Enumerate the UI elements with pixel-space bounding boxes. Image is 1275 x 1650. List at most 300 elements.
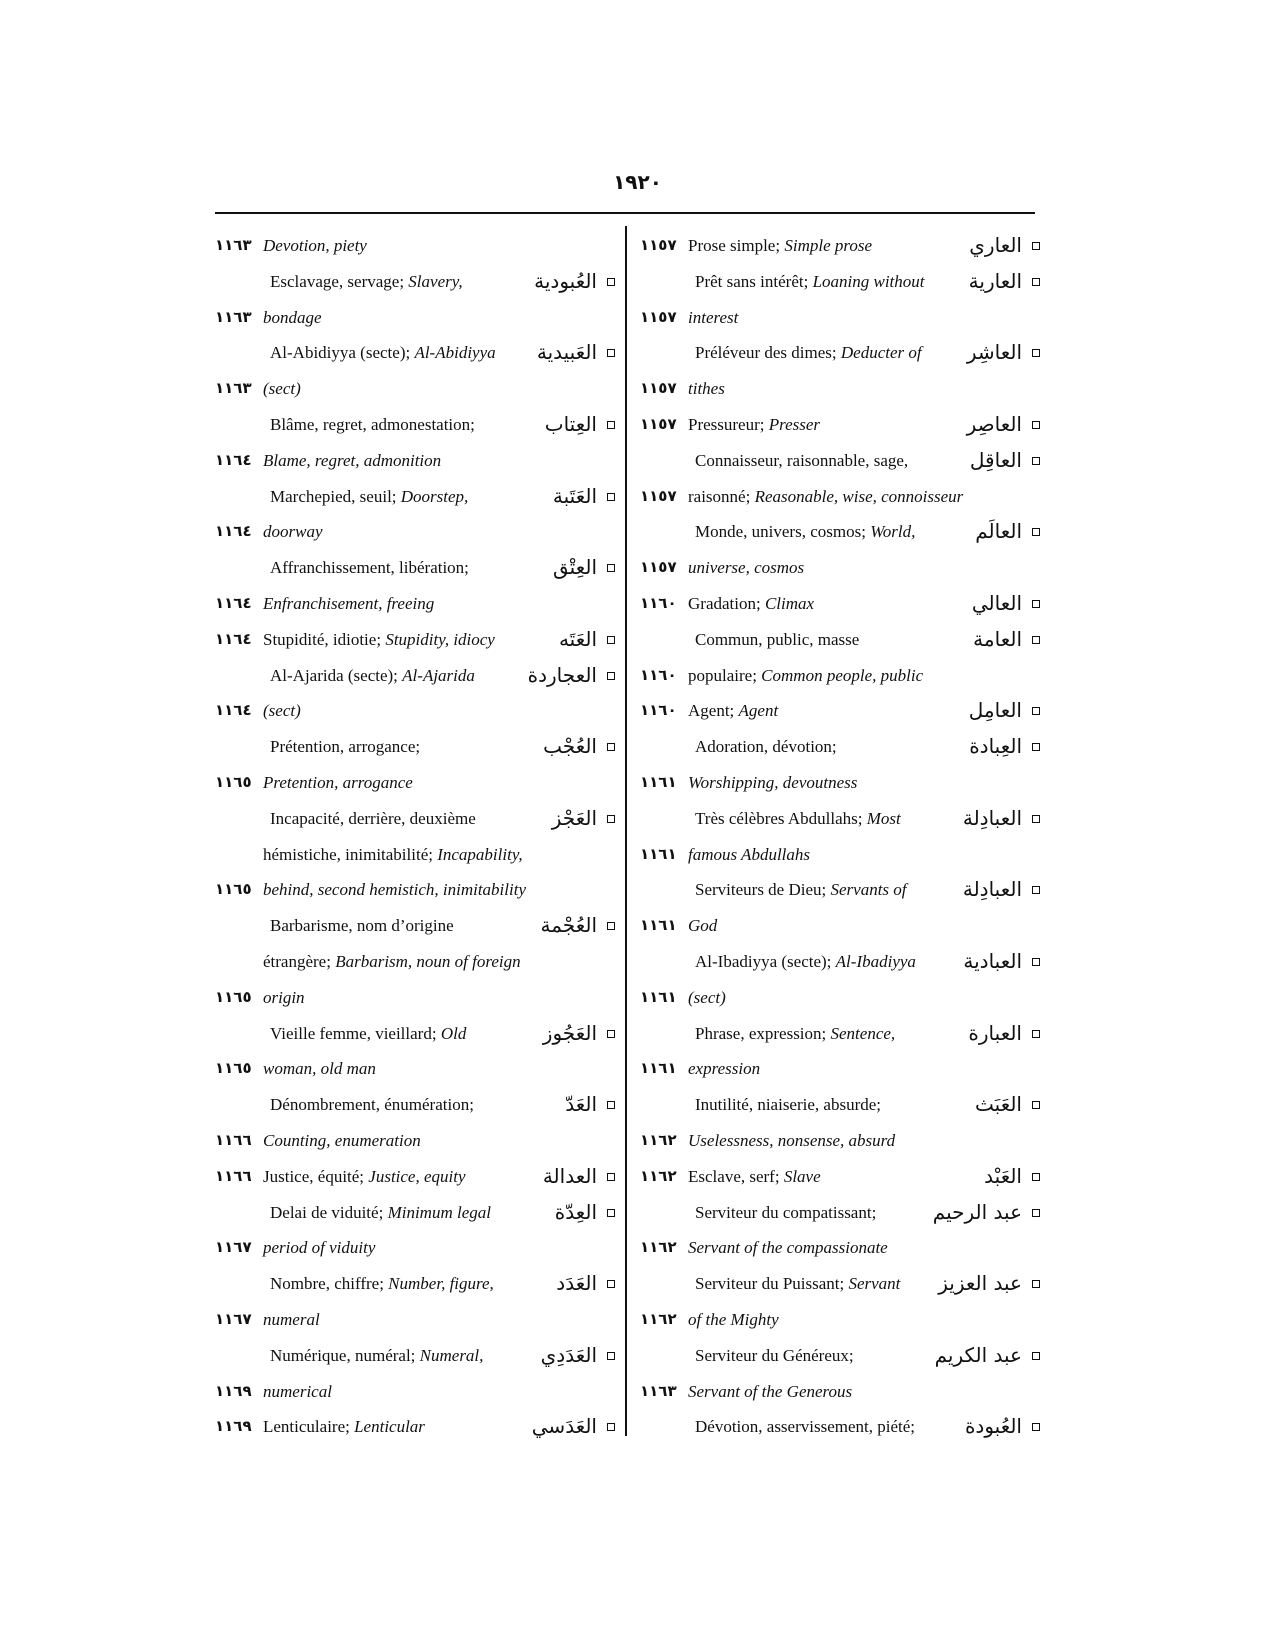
- entry-definition: [263, 1051, 376, 1087]
- entry-definition: [695, 944, 916, 980]
- entry-page-ref: ١١٦٢: [640, 1238, 677, 1257]
- english-definition: Most: [866, 808, 901, 828]
- dictionary-entry: [215, 1338, 615, 1374]
- english-definition: interest: [688, 307, 739, 327]
- arabic-headword: العبادية: [963, 948, 1022, 973]
- entry-continuation: [215, 371, 615, 407]
- entry-continuation: [640, 1051, 1040, 1087]
- entry-definition: [263, 1123, 421, 1159]
- entry-definition: [270, 335, 496, 371]
- entry-continuation: [640, 765, 1040, 801]
- english-definition: Numeral,: [419, 1345, 484, 1365]
- french-definition: Prose simple;: [688, 236, 785, 255]
- french-definition: populaire;: [688, 665, 762, 685]
- french-definition: Inutilité, niaiserie, absurde;: [695, 1095, 881, 1115]
- entry-definition: [263, 765, 413, 801]
- arabic-headword: العدالة: [542, 1163, 597, 1188]
- entry-page-ref: ١١٥٧: [640, 558, 677, 577]
- english-definition: Deducter of: [840, 343, 922, 363]
- dictionary-entry: [640, 622, 1040, 658]
- entry-page-ref: ١١٦٩: [215, 1417, 252, 1436]
- french-definition: Prétention, arrogance;: [270, 737, 421, 757]
- arabic-headword: العِتْق: [552, 555, 597, 580]
- entry-definition: [270, 1266, 494, 1302]
- arabic-headword: العَجْز: [551, 805, 597, 830]
- entry-bullet-icon: [1032, 1101, 1040, 1109]
- entry-definition: [270, 479, 468, 515]
- dictionary-entry: [215, 264, 615, 300]
- entry-continuation: [640, 550, 1040, 586]
- entry-definition: [263, 300, 322, 336]
- entry-definition: [695, 264, 925, 300]
- entry-bullet-icon: [607, 493, 615, 501]
- english-definition: Enfranchisement, freeing: [263, 593, 435, 613]
- french-definition: Incapacité, derrière, deuxième: [270, 808, 476, 828]
- entry-definition: [695, 1016, 895, 1052]
- entry-definition: [270, 1087, 474, 1123]
- arabic-headword: العارية: [968, 268, 1022, 293]
- entry-page-ref: ١١٥٧: [640, 379, 677, 398]
- dictionary-entry: [215, 801, 615, 837]
- entry-definition: [695, 1195, 876, 1231]
- entry-page-ref: ١١٦١: [640, 987, 677, 1006]
- entry-definition: [695, 1087, 881, 1123]
- page-number: ١٩٢٠: [613, 170, 662, 194]
- entry-continuation: [640, 1230, 1040, 1266]
- entry-bullet-icon: [1032, 1280, 1040, 1288]
- english-definition: woman, old man: [263, 1059, 376, 1079]
- entry-continuation: [215, 765, 615, 801]
- english-definition: expression: [688, 1059, 761, 1079]
- english-definition: Lenticular: [354, 1417, 425, 1437]
- french-definition: Blâme, regret, admonestation;: [270, 414, 475, 434]
- dictionary-entry: [640, 1195, 1040, 1231]
- entry-page-ref: ١١٦٤: [215, 522, 252, 541]
- french-definition: hémistiche, inimitabilité;: [263, 844, 438, 864]
- entry-page-ref: ١١٦٥: [215, 987, 252, 1006]
- entry-bullet-icon: [1032, 743, 1040, 751]
- entry-page-ref: ١١٦٣: [640, 1381, 677, 1400]
- french-definition: Esclave, serf;: [688, 1166, 784, 1186]
- french-definition: Prêt sans intérêt;: [695, 271, 813, 291]
- entry-definition: [688, 1302, 779, 1338]
- entry-continuation: [215, 228, 615, 264]
- dictionary-entry: [640, 729, 1040, 765]
- english-definition: Sentence,: [830, 1023, 896, 1043]
- entry-definition: [688, 658, 923, 694]
- arabic-headword: العِبادة: [969, 734, 1022, 759]
- english-definition: tithes: [688, 379, 725, 399]
- arabic-headword: العُجْب: [543, 734, 597, 759]
- entry-bullet-icon: [1032, 1423, 1040, 1431]
- english-definition: period of viduity: [263, 1238, 376, 1258]
- entry-definition: [695, 1338, 854, 1374]
- entry-page-ref: ١١٦٤: [215, 701, 252, 720]
- entry-continuation: [215, 443, 615, 479]
- entry-page-ref: ١١٦٤: [215, 593, 252, 612]
- entry-continuation: [640, 371, 1040, 407]
- entry-definition: [695, 729, 837, 765]
- english-definition: God: [688, 916, 718, 936]
- entry-definition: [688, 908, 717, 944]
- french-definition: Numérique, numéral;: [270, 1345, 420, 1365]
- dictionary-entry: [640, 335, 1040, 371]
- english-definition: Worshipping, devoutness: [688, 772, 858, 792]
- english-definition: Blame, regret, admonition: [263, 450, 442, 470]
- entry-definition: [270, 264, 463, 300]
- entry-page-ref: ١١٦٣: [215, 236, 252, 254]
- english-definition: Uselessness, nonsense, absurd: [688, 1130, 896, 1150]
- dictionary-entry: [640, 1159, 1040, 1195]
- entry-continuation: [215, 514, 615, 550]
- french-definition: Marchepied, seuil;: [270, 486, 401, 506]
- entry-bullet-icon: [1032, 242, 1040, 250]
- dictionary-entry: [215, 1195, 615, 1231]
- dictionary-entry: [215, 729, 615, 765]
- entry-bullet-icon: [1032, 1209, 1040, 1217]
- french-definition: Pressureur;: [688, 414, 769, 434]
- french-definition: Al-Abidiyya (secte);: [270, 343, 415, 363]
- entry-continuation: [640, 658, 1040, 694]
- french-definition: Monde, univers, cosmos;: [695, 522, 871, 542]
- entry-continuation: [215, 980, 615, 1016]
- english-definition: Al-Ibadiyya: [835, 951, 916, 971]
- entry-bullet-icon: [607, 1280, 615, 1288]
- entry-page-ref: ١١٥٧: [640, 486, 677, 505]
- entry-definition: [688, 479, 963, 515]
- english-definition: numerical: [263, 1381, 332, 1401]
- entry-bullet-icon: [607, 1173, 615, 1181]
- english-definition: Counting, enumeration: [263, 1130, 421, 1150]
- entry-page-ref: ١١٦٠: [640, 593, 677, 612]
- arabic-headword: العجاردة: [527, 662, 597, 687]
- entry-bullet-icon: [1032, 349, 1040, 357]
- entry-definition: [263, 1374, 332, 1410]
- entry-bullet-icon: [607, 1352, 615, 1360]
- entry-definition: [270, 1195, 491, 1231]
- entry-continuation: [215, 300, 615, 336]
- entry-definition: [263, 837, 523, 873]
- entry-definition: [688, 300, 738, 336]
- entry-definition: [263, 1159, 466, 1195]
- entry-bullet-icon: [1032, 815, 1040, 823]
- dictionary-entry: [215, 658, 615, 694]
- entry-definition: [270, 1016, 466, 1052]
- entry-bullet-icon: [1032, 707, 1040, 715]
- entry-page-ref: ١١٥٧: [640, 414, 677, 433]
- entry-bullet-icon: [1032, 636, 1040, 644]
- french-definition: Très célèbres Abdullahs;: [695, 808, 867, 828]
- entry-bullet-icon: [607, 278, 615, 286]
- english-definition: (sect): [263, 379, 301, 399]
- dictionary-entry: [640, 228, 1040, 264]
- entry-definition: [263, 980, 305, 1016]
- header-rule: [215, 212, 1035, 214]
- entry-page-ref: ١١٦٠: [640, 665, 677, 684]
- dictionary-entry: [640, 1266, 1040, 1302]
- english-definition: universe, cosmos: [688, 558, 805, 578]
- arabic-headword: العَبيدية: [536, 340, 597, 365]
- arabic-headword: العَجُوز: [542, 1020, 597, 1045]
- entry-definition: [270, 407, 475, 443]
- english-definition: Simple prose: [784, 236, 873, 255]
- english-definition: Number, figure,: [388, 1274, 494, 1294]
- entry-continuation: [640, 300, 1040, 336]
- dictionary-entry: [640, 1087, 1040, 1123]
- entry-continuation: [215, 872, 615, 908]
- french-definition: raisonné;: [688, 486, 755, 506]
- dictionary-entry: [215, 908, 615, 944]
- dictionary-entry: [215, 1266, 615, 1302]
- entry-page-ref: ١١٦٧: [215, 1238, 252, 1257]
- entry-continuation: [640, 908, 1040, 944]
- french-definition: Serviteurs de Dieu;: [695, 880, 831, 900]
- english-definition: Devotion, piety: [263, 236, 367, 255]
- entry-page-ref: ١١٦٥: [215, 1059, 252, 1078]
- entry-definition: [695, 622, 859, 658]
- french-definition: Serviteur du Puissant;: [695, 1274, 849, 1294]
- entry-definition: [263, 1409, 425, 1445]
- french-definition: Nombre, chiffre;: [270, 1274, 389, 1294]
- arabic-headword: العالَم: [975, 519, 1022, 544]
- arabic-headword: العامة: [973, 626, 1022, 651]
- french-definition: Dénombrement, énumération;: [270, 1095, 474, 1115]
- entry-bullet-icon: [1032, 457, 1040, 465]
- french-definition: Serviteur du Généreux;: [695, 1345, 854, 1365]
- english-definition: Doorstep,: [400, 486, 469, 506]
- entry-page-ref: ١١٥٧: [640, 236, 677, 254]
- dictionary-entry: [640, 586, 1040, 622]
- entry-page-ref: ١١٦٦: [215, 1166, 252, 1185]
- arabic-headword: العالي: [971, 590, 1022, 615]
- entry-definition: [270, 658, 475, 694]
- entry-bullet-icon: [1032, 886, 1040, 894]
- entry-definition: [688, 586, 814, 622]
- entry-bullet-icon: [607, 672, 615, 680]
- arabic-headword: العبارة: [968, 1020, 1022, 1045]
- arabic-headword: العُبودية: [534, 268, 597, 293]
- entry-definition: [695, 514, 915, 550]
- english-definition: Slave: [783, 1166, 821, 1186]
- dictionary-entry: [215, 407, 615, 443]
- entry-page-ref: ١١٦٠: [640, 701, 677, 720]
- english-definition: of the Mighty: [688, 1309, 779, 1329]
- french-definition: Gradation;: [688, 593, 765, 613]
- french-definition: Lenticulaire;: [263, 1417, 355, 1437]
- entry-continuation: [640, 1123, 1040, 1159]
- entry-definition: [688, 1374, 852, 1410]
- entry-definition: [263, 514, 323, 550]
- french-definition: Connaisseur, raisonnable, sage,: [695, 450, 909, 470]
- english-definition: Minimum legal: [387, 1202, 491, 1222]
- dictionary-entry: [215, 1159, 615, 1195]
- english-definition: Servant of the Generous: [688, 1381, 853, 1401]
- entry-bullet-icon: [607, 564, 615, 572]
- entry-definition: [688, 693, 778, 729]
- dictionary-entry: [215, 335, 615, 371]
- arabic-headword: العَبَث: [975, 1092, 1022, 1117]
- english-definition: famous Abdullahs: [688, 844, 811, 864]
- dictionary-entry: [215, 550, 615, 586]
- english-definition: behind, second hemistich, inimitability: [263, 880, 526, 900]
- entry-page-ref: ١١٦١: [640, 772, 677, 791]
- entry-definition: [695, 443, 908, 479]
- entry-definition: [688, 765, 857, 801]
- entry-continuation: [640, 837, 1040, 873]
- entry-definition: [263, 872, 526, 908]
- entry-definition: [263, 693, 301, 729]
- entry-continuation: [640, 1302, 1040, 1338]
- entry-continuation: [215, 1230, 615, 1266]
- entry-page-ref: ١١٦٤: [215, 450, 252, 469]
- arabic-headword: العِتاب: [544, 411, 597, 436]
- entry-definition: [688, 550, 804, 586]
- arabic-headword: العاصِر: [966, 411, 1022, 436]
- entry-bullet-icon: [607, 636, 615, 644]
- entry-page-ref: ١١٦٦: [215, 1130, 252, 1149]
- dictionary-entry: [640, 407, 1040, 443]
- english-definition: Justice, equity: [368, 1166, 466, 1186]
- entry-definition: [263, 944, 521, 980]
- entry-definition: [695, 872, 907, 908]
- column-divider: [625, 226, 627, 1436]
- entry-page-ref: ١١٦١: [640, 1059, 677, 1078]
- english-definition: (sect): [688, 987, 726, 1007]
- arabic-headword: العِدّة: [554, 1199, 597, 1224]
- entry-definition: [688, 980, 726, 1016]
- dictionary-entry: [640, 944, 1040, 980]
- entry-definition: [695, 1266, 900, 1302]
- dictionary-entry: [215, 479, 615, 515]
- dictionary-entry: [640, 443, 1040, 479]
- entry-page-ref: ١١٦٣: [215, 307, 252, 326]
- english-definition: bondage: [263, 307, 322, 327]
- arabic-headword: العبادِلة: [962, 877, 1022, 902]
- entry-definition: [270, 801, 476, 837]
- entry-definition: [688, 1159, 821, 1195]
- left-column: [215, 228, 615, 1445]
- entry-definition: [263, 228, 367, 264]
- arabic-headword: العُبودة: [964, 1414, 1022, 1439]
- entry-definition: [695, 1409, 915, 1445]
- english-definition: origin: [263, 987, 305, 1007]
- right-column: [640, 228, 1040, 1445]
- entry-continuation: [215, 837, 615, 873]
- entry-definition: [263, 1302, 320, 1338]
- entry-page-ref: ١١٥٧: [640, 307, 677, 326]
- english-definition: Common people, public: [761, 665, 924, 685]
- french-definition: Stupidité, idiotie;: [263, 629, 386, 649]
- arabic-headword: العُجْمة: [540, 913, 597, 938]
- entry-bullet-icon: [607, 1209, 615, 1217]
- english-definition: (sect): [263, 701, 301, 721]
- entry-page-ref: ١١٦٢: [640, 1166, 677, 1185]
- english-definition: Presser: [768, 414, 821, 434]
- french-definition: Serviteur du compatissant;: [695, 1202, 877, 1222]
- arabic-headword: العاري: [969, 233, 1022, 257]
- entry-definition: [263, 1230, 375, 1266]
- english-definition: Barbarism, noun of foreign: [335, 951, 521, 971]
- entry-bullet-icon: [607, 743, 615, 751]
- french-definition: Agent;: [688, 701, 739, 721]
- english-definition: Stupidity, idiocy: [385, 629, 495, 649]
- entry-bullet-icon: [607, 349, 615, 357]
- dictionary-entry: [640, 1338, 1040, 1374]
- entry-definition: [263, 622, 495, 658]
- arabic-headword: العاقِل: [969, 447, 1022, 472]
- entry-bullet-icon: [607, 421, 615, 429]
- english-definition: Slavery,: [408, 271, 463, 291]
- entry-page-ref: ١١٦٧: [215, 1309, 252, 1328]
- french-definition: Dévotion, asservissement, piété;: [695, 1417, 916, 1437]
- entry-continuation: [215, 1302, 615, 1338]
- entry-continuation: [640, 1374, 1040, 1410]
- arabic-headword: العَدَسي: [531, 1414, 597, 1439]
- entry-continuation: [215, 693, 615, 729]
- english-definition: Servants of: [830, 880, 907, 900]
- entry-page-ref: ١١٦١: [640, 844, 677, 863]
- french-definition: Barbarisme, nom d’origine: [270, 916, 454, 936]
- english-definition: Al-Abidiyya: [414, 343, 496, 363]
- arabic-headword: العَدَدِي: [540, 1342, 597, 1367]
- entry-definition: [688, 1230, 888, 1266]
- french-definition: Phrase, expression;: [695, 1023, 831, 1043]
- french-definition: Affranchissement, libération;: [270, 558, 469, 578]
- entry-continuation: [215, 1374, 615, 1410]
- entry-bullet-icon: [607, 815, 615, 823]
- arabic-headword: العاشِر: [966, 340, 1022, 365]
- french-definition: Préléveur des dimes;: [695, 343, 841, 363]
- entry-bullet-icon: [607, 922, 615, 930]
- english-definition: numeral: [263, 1309, 320, 1329]
- arabic-headword: العَدَد: [556, 1271, 597, 1296]
- entry-bullet-icon: [1032, 421, 1040, 429]
- entry-definition: [263, 443, 441, 479]
- english-definition: Servant of the compassionate: [688, 1238, 888, 1258]
- french-definition: Al-Ibadiyya (secte);: [695, 951, 836, 971]
- english-definition: Reasonable, wise, connoisseur: [754, 486, 964, 506]
- french-definition: Esclavage, servage;: [270, 271, 409, 291]
- entry-definition: [270, 729, 420, 765]
- entry-definition: [688, 1123, 895, 1159]
- french-definition: Commun, public, masse: [695, 629, 860, 649]
- english-definition: Loaning without: [812, 271, 925, 291]
- arabic-headword: العَتَبة: [552, 483, 597, 508]
- arabic-headword: عبد العزيز: [938, 1271, 1022, 1296]
- english-definition: Incapability,: [437, 844, 523, 864]
- entry-bullet-icon: [1032, 1030, 1040, 1038]
- english-definition: World,: [870, 522, 916, 542]
- dictionary-entry: [215, 622, 615, 658]
- dictionary-entry: [640, 1409, 1040, 1445]
- entry-definition: [695, 801, 901, 837]
- dictionary-entry: [640, 264, 1040, 300]
- entry-definition: [270, 1338, 483, 1374]
- entry-continuation: [640, 980, 1040, 1016]
- entry-definition: [263, 371, 301, 407]
- entry-page-ref: ١١٦٥: [215, 772, 252, 791]
- entry-bullet-icon: [1032, 1173, 1040, 1181]
- english-definition: Old: [440, 1023, 467, 1043]
- english-definition: Al-Ajarida: [402, 665, 475, 685]
- arabic-headword: العبادِلة: [962, 805, 1022, 830]
- french-definition: Justice, équité;: [263, 1166, 369, 1186]
- entry-definition: [695, 335, 922, 371]
- entry-definition: [688, 407, 820, 443]
- dictionary-entry: [640, 801, 1040, 837]
- entry-continuation: [215, 586, 615, 622]
- french-definition: Al-Ajarida (secte);: [270, 665, 403, 685]
